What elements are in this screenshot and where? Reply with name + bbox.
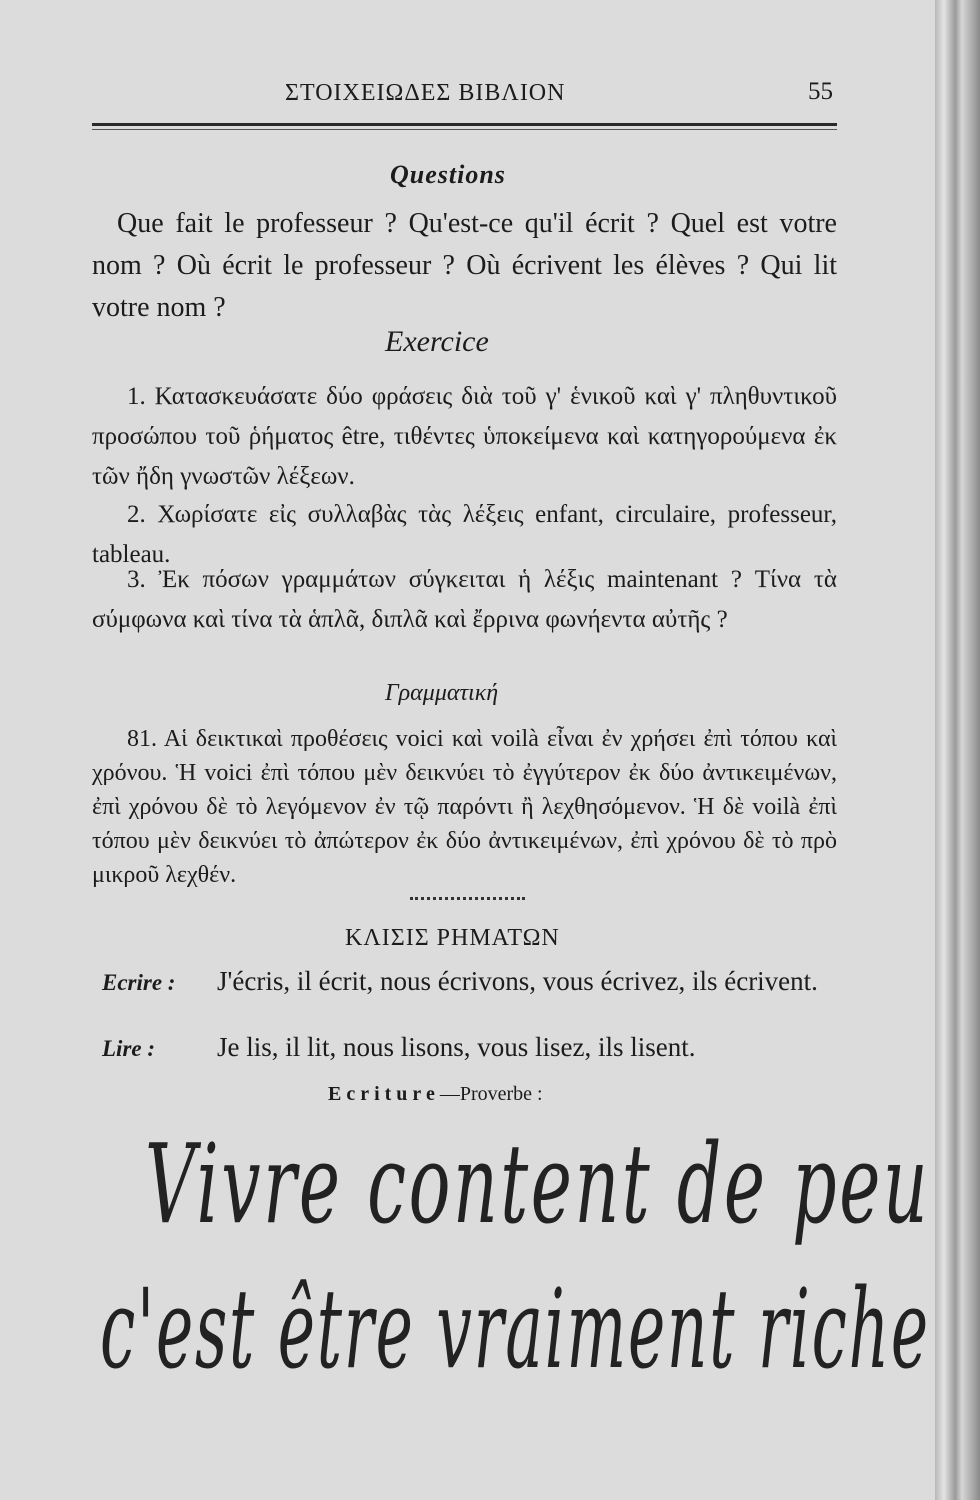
header-rule [92, 123, 837, 126]
page-edge [935, 0, 980, 1500]
header-rule-thin [92, 129, 837, 130]
questions-heading: Questions [390, 160, 506, 189]
lire-label: Lire : [102, 1036, 156, 1061]
writing-sublabel: —Proverbe : [439, 1083, 543, 1105]
page-number: 55 [808, 78, 833, 105]
exercise-item-3: 3. Ἐκ πόσων γραμμάτων σύγκειται ἡ λέξις maintenant ? Τίνα τὰ σύμφωνα καὶ τίνα τὰ ἁπλᾶ, διπλᾶ καὶ ἔρρινα φωνήεντα αὐτῆς ? [92, 566, 837, 633]
ecrire-label: Ecrire : [102, 970, 176, 995]
questions-paragraph: Que fait le professeur ? Qu'est-ce qu'il écrit ? Quel est votre nom ? Où écrit le professeur ? Où écrivent les élèves ? Qui lit votre nom ? [92, 208, 837, 323]
writing-heading [328, 1083, 543, 1106]
exercise-item-2: 2. Χωρίσατε εἰς συλλαβὰς τὰς λέξεις enfant, circulaire, professeur, tableau. [92, 501, 837, 568]
ecrire-conjugation: J'écris, il écrit, nous écrivons, vous écrivez, ils écrivent. [217, 966, 818, 996]
grammar-rule-81: 81. Αἱ δεικτικαὶ προθέσεις voici καὶ voilà εἶναι ἐν χρήσει ἐπὶ τόπου καὶ χρόνου. Ἡ voici ἐπὶ τόπου μὲν δεικνύει τὸ ἐγγύτερον ἐκ δύο ἀντικειμένων, ἐπὶ χρόνου δὲ τὸ λεγόμενον ἐν τῷ παρόντι ἢ λεχθησόμενον. Ἡ δὲ voilà ἐπὶ τόπου μὲν δεικνύει τὸ ἀπώτερον ἐκ δύο ἀντικειμένων, ἐπὶ χρόνου δὲ τὸ πρὸ μικροῦ λεχθέν. [92, 726, 837, 888]
conjugation-heading: ΚΛΙΣΙΣ ΡΗΜΑΤΩΝ [345, 925, 560, 951]
section-divider [410, 897, 525, 903]
lire-conjugation: Je lis, il lit, nous lisons, vous lisez, ils lisent. [217, 1032, 696, 1062]
running-head: ΣΤΟΙΧΕΙΩΔΕΣ ΒΙΒΛΙΟΝ [285, 80, 566, 106]
exercise-heading: Exercice [385, 325, 489, 358]
grammar-heading: Γραμματική [385, 680, 499, 706]
proverb-line-2: c'est être vraiment riche [100, 1265, 930, 1393]
proverb-line-1: Vivre content de peu [145, 1120, 931, 1248]
exercise-item-1: 1. Κατασκευάσατε δύο φράσεις διὰ τοῦ γ' ἑνικοῦ καὶ γ' πληθυντικοῦ προσώπου τοῦ ῥήματος être, τιθέντες ὑποκείμενα καὶ κατηγορούμενα ἐκ τῶν ἤδη γνωστῶν λέξεων. [92, 383, 837, 490]
writing-label: Ecriture [328, 1083, 440, 1105]
